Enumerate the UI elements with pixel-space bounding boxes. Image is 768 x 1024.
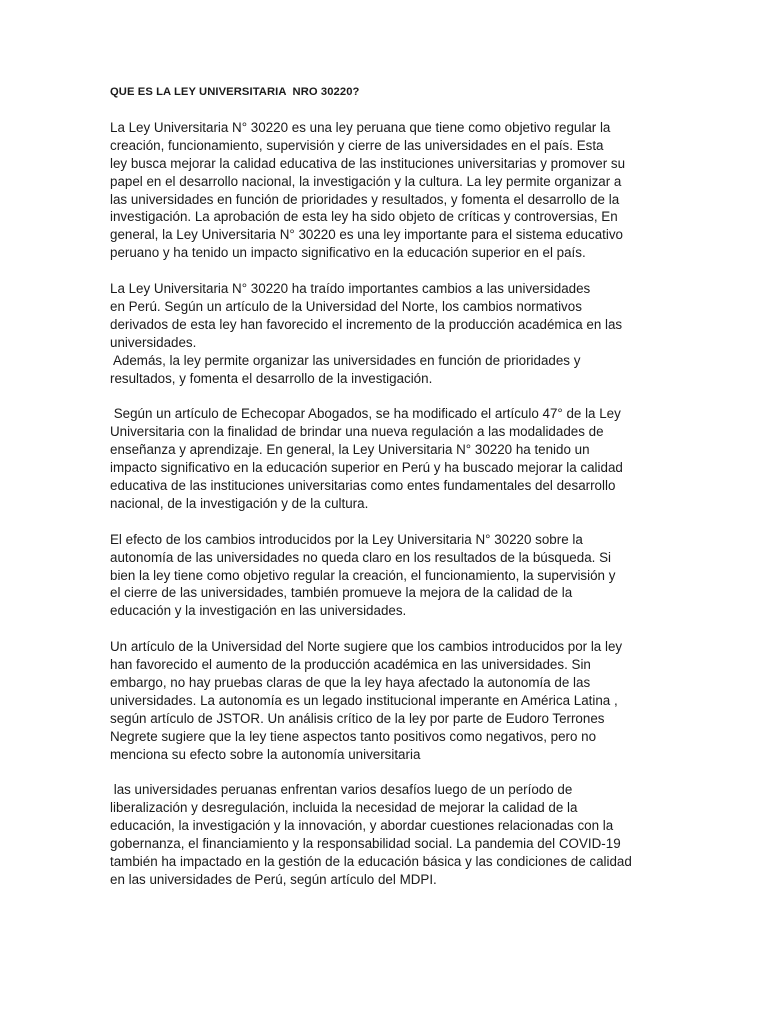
text-line: enseñanza y aprendizaje. En general, la Ley Universitaria N° 30220 ha tenido un <box>110 442 590 458</box>
paragraph-6 <box>110 781 662 888</box>
text-line: han favorecido el aumento de la producción académica en las universidades. Sin <box>110 657 591 673</box>
text-line: papel en el desarrollo nacional, la investigación y la cultura. La ley permite organizar a <box>110 173 622 189</box>
text-line: Según un artículo de Echecopar Abogados, se ha modificado el artículo 47° de la Ley <box>110 406 621 422</box>
text-line: Además, la ley permite organizar las universidades en función de prioridades y <box>110 352 581 368</box>
text-line: derivados de esta ley han favorecido el incremento de la producción académica en las <box>110 316 623 332</box>
text-line: embargo, no hay pruebas claras de que la ley haya afectado la autonomía de las <box>110 674 591 690</box>
text-line: universidades. <box>110 334 197 350</box>
text-line: educación, la investigación y la innovación, y abordar cuestiones relacionadas con la <box>110 818 614 834</box>
text-line: educativa de las instituciones universitarias como entes fundamentales del desarrollo <box>110 478 616 493</box>
text-line: general, la Ley Universitaria N° 30220 es una ley importante para el sistema educativo <box>110 227 623 243</box>
paragraph-4 <box>110 531 662 621</box>
paragraph-5 <box>110 638 662 763</box>
text-line: La Ley Universitaria N° 30220 ha traído importantes cambios a las universidades <box>110 281 591 297</box>
text-line: ley busca mejorar la calidad educativa de las instituciones universitarias y promover su <box>110 155 626 171</box>
text-line: las universidades peruanas enfrentan varios desafíos luego de un período de <box>110 782 573 798</box>
text-line: peruano y ha tenido un impacto significativo en la educación superior en el país. <box>110 245 586 261</box>
text-line: gobernanza, el financiamiento y la responsabilidad social. La pandemia del COVID-19 <box>110 836 621 852</box>
text-line: menciona su efecto sobre la autonomía universitaria <box>110 746 421 762</box>
text-line: bien la ley tiene como objetivo regular la creación, el funcionamiento, la supervisión y <box>110 567 616 583</box>
paragraph-1 <box>110 119 662 262</box>
document-title: QUE ES LA LEY UNIVERSITARIA NRO 30220? <box>110 86 360 98</box>
text-line: las universidades en función de prioridades y resultados, y fomenta el desarrollo de la <box>110 191 620 207</box>
paragraph-3 <box>110 405 662 512</box>
text-line: universidades. La autonomía es un legado institucional imperante en América Latina , <box>110 692 618 708</box>
text-line: Negrete sugiere que la ley tiene aspectos tanto positivos como negativos, pero no <box>110 728 597 744</box>
text-line: liberalización y desregulación, incluida la necesidad de mejorar la calidad de la <box>110 800 578 816</box>
text-line: en Perú. Según un artículo de la Universidad del Norte, los cambios normativos <box>110 298 582 314</box>
text-line: autonomía de las universidades no queda claro en los resultados de la búsqueda. Si <box>110 549 611 565</box>
text-line: en las universidades de Perú, según artículo del MDPI. <box>110 871 437 887</box>
text-line: el cierre de las universidades, también promueve la mejora de la calidad de la <box>110 585 573 601</box>
text-line: La Ley Universitaria N° 30220 es una ley peruana que tiene como objetivo regular la <box>110 119 611 135</box>
document-body <box>110 84 662 907</box>
text-line: resultados, y fomenta el desarrollo de la investigación. <box>110 370 433 386</box>
text-line: investigación. La aprobación de esta ley ha sido objeto de críticas y controversias, En <box>110 209 618 225</box>
text-line: Un artículo de la Universidad del Norte sugiere que los cambios introducidos por la ley <box>110 639 623 655</box>
text-line: El efecto de los cambios introducidos por la Ley Universitaria N° 30220 sobre la <box>110 531 583 547</box>
text-line: creación, funcionamiento, supervisión y cierre de las universidades en el país. Esta <box>110 137 604 153</box>
paragraph-2 <box>110 280 662 387</box>
text-line: educación y la investigación en las universidades. <box>110 603 407 619</box>
text-line: Universitaria con la finalidad de brindar una nueva regulación a las modalidades de <box>110 424 604 440</box>
text-line: nacional, de la investigación y de la cultura. <box>110 495 369 511</box>
text-line: impacto significativo en la educación superior en Perú y ha buscado mejorar la calidad <box>110 460 623 476</box>
text-line: también ha impactado en la gestión de la educación básica y las condiciones de calidad <box>110 853 632 869</box>
text-line: según artículo de JSTOR. Un análisis crítico de la ley por parte de Eudoro Terrones <box>110 710 605 726</box>
